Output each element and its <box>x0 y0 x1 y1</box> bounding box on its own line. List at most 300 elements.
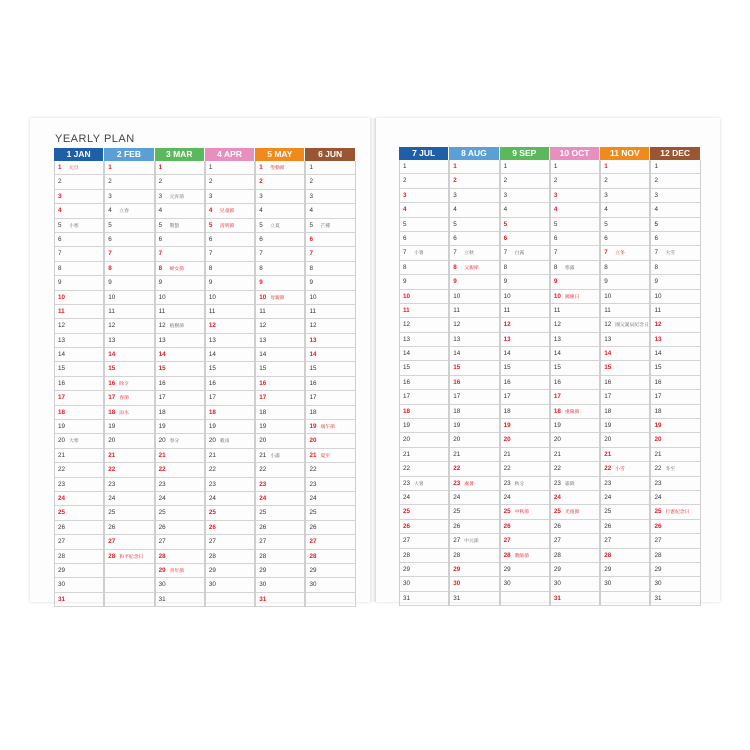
day-cell[interactable] <box>501 433 549 447</box>
day-cell[interactable] <box>256 535 304 549</box>
day-cell[interactable] <box>105 593 153 607</box>
day-cell[interactable] <box>651 333 699 347</box>
day-cell[interactable] <box>551 477 599 491</box>
day-cell[interactable] <box>256 406 304 420</box>
day-cell[interactable] <box>306 190 354 204</box>
day-cell[interactable] <box>156 420 204 434</box>
day-cell[interactable] <box>105 420 153 434</box>
day-cell[interactable] <box>601 232 649 246</box>
day-cell[interactable] <box>400 462 448 476</box>
day-cell[interactable] <box>551 261 599 275</box>
day-cell[interactable] <box>400 376 448 390</box>
day-cell[interactable] <box>551 462 599 476</box>
day-cell[interactable] <box>651 218 699 232</box>
day-cell[interactable] <box>601 160 649 174</box>
day-cell[interactable] <box>551 275 599 289</box>
day-cell[interactable] <box>450 419 498 433</box>
day-cell[interactable] <box>601 261 649 275</box>
day-cell[interactable] <box>501 376 549 390</box>
day-cell[interactable] <box>400 563 448 577</box>
day-cell[interactable] <box>501 419 549 433</box>
day-cell[interactable] <box>501 275 549 289</box>
day-cell[interactable] <box>501 549 549 563</box>
day-cell[interactable] <box>501 290 549 304</box>
day-cell[interactable] <box>256 362 304 376</box>
day-cell[interactable] <box>206 247 254 261</box>
day-cell[interactable] <box>601 275 649 289</box>
day-cell[interactable] <box>651 376 699 390</box>
day-cell[interactable] <box>105 190 153 204</box>
day-cell[interactable] <box>256 578 304 592</box>
day-cell[interactable] <box>206 406 254 420</box>
day-cell[interactable] <box>601 318 649 332</box>
day-cell[interactable] <box>306 161 354 175</box>
day-cell[interactable] <box>450 174 498 188</box>
day-cell[interactable] <box>400 333 448 347</box>
day-cell[interactable] <box>651 491 699 505</box>
day-cell[interactable] <box>105 406 153 420</box>
day-cell[interactable] <box>450 534 498 548</box>
day-cell[interactable] <box>501 261 549 275</box>
day-cell[interactable] <box>551 318 599 332</box>
day-cell[interactable] <box>601 433 649 447</box>
day-cell[interactable] <box>400 246 448 260</box>
day-cell[interactable] <box>256 434 304 448</box>
day-cell[interactable] <box>450 462 498 476</box>
day-cell[interactable] <box>651 477 699 491</box>
day-cell[interactable] <box>651 419 699 433</box>
day-cell[interactable] <box>105 348 153 362</box>
day-cell[interactable] <box>400 261 448 275</box>
day-cell[interactable] <box>450 203 498 217</box>
day-cell[interactable] <box>501 477 549 491</box>
day-cell[interactable] <box>256 219 304 233</box>
day-cell[interactable] <box>551 448 599 462</box>
day-cell[interactable] <box>450 304 498 318</box>
day-cell[interactable] <box>450 405 498 419</box>
day-cell[interactable] <box>55 291 103 305</box>
day-cell[interactable] <box>206 348 254 362</box>
day-cell[interactable] <box>400 203 448 217</box>
day-cell[interactable] <box>306 175 354 189</box>
day-cell[interactable] <box>601 290 649 304</box>
day-cell[interactable] <box>601 577 649 591</box>
day-cell[interactable] <box>206 420 254 434</box>
day-cell[interactable] <box>501 361 549 375</box>
day-cell[interactable] <box>450 275 498 289</box>
day-cell[interactable] <box>551 232 599 246</box>
day-cell[interactable] <box>450 361 498 375</box>
day-cell[interactable] <box>551 304 599 318</box>
day-cell[interactable] <box>450 232 498 246</box>
day-cell[interactable] <box>450 448 498 462</box>
day-cell[interactable] <box>256 233 304 247</box>
day-cell[interactable] <box>551 361 599 375</box>
day-cell[interactable] <box>105 247 153 261</box>
day-cell[interactable] <box>400 491 448 505</box>
day-cell[interactable] <box>501 592 549 606</box>
day-cell[interactable] <box>206 578 254 592</box>
day-cell[interactable] <box>306 506 354 520</box>
day-cell[interactable] <box>501 232 549 246</box>
day-cell[interactable] <box>400 318 448 332</box>
day-cell[interactable] <box>450 477 498 491</box>
day-cell[interactable] <box>206 276 254 290</box>
day-cell[interactable] <box>551 491 599 505</box>
day-cell[interactable] <box>306 578 354 592</box>
day-cell[interactable] <box>601 419 649 433</box>
day-cell[interactable] <box>156 291 204 305</box>
day-cell[interactable] <box>551 505 599 519</box>
day-cell[interactable] <box>156 391 204 405</box>
day-cell[interactable] <box>400 304 448 318</box>
day-cell[interactable] <box>256 449 304 463</box>
day-cell[interactable] <box>55 420 103 434</box>
day-cell[interactable] <box>206 492 254 506</box>
day-cell[interactable] <box>651 390 699 404</box>
day-cell[interactable] <box>651 347 699 361</box>
day-cell[interactable] <box>551 419 599 433</box>
day-cell[interactable] <box>206 377 254 391</box>
day-cell[interactable] <box>55 406 103 420</box>
day-cell[interactable] <box>501 174 549 188</box>
day-cell[interactable] <box>256 175 304 189</box>
day-cell[interactable] <box>400 361 448 375</box>
day-cell[interactable] <box>501 405 549 419</box>
day-cell[interactable] <box>105 305 153 319</box>
day-cell[interactable] <box>156 334 204 348</box>
day-cell[interactable] <box>450 520 498 534</box>
day-cell[interactable] <box>55 550 103 564</box>
day-cell[interactable] <box>501 462 549 476</box>
day-cell[interactable] <box>55 262 103 276</box>
day-cell[interactable] <box>551 290 599 304</box>
day-cell[interactable] <box>450 160 498 174</box>
day-cell[interactable] <box>306 233 354 247</box>
day-cell[interactable] <box>105 492 153 506</box>
day-cell[interactable] <box>601 534 649 548</box>
day-cell[interactable] <box>450 246 498 260</box>
day-cell[interactable] <box>400 232 448 246</box>
day-cell[interactable] <box>105 175 153 189</box>
day-cell[interactable] <box>551 577 599 591</box>
day-cell[interactable] <box>601 505 649 519</box>
day-cell[interactable] <box>55 334 103 348</box>
day-cell[interactable] <box>501 246 549 260</box>
day-cell[interactable] <box>601 333 649 347</box>
day-cell[interactable] <box>601 390 649 404</box>
day-cell[interactable] <box>306 276 354 290</box>
day-cell[interactable] <box>601 592 649 606</box>
day-cell[interactable] <box>256 391 304 405</box>
day-cell[interactable] <box>551 189 599 203</box>
day-cell[interactable] <box>400 218 448 232</box>
day-cell[interactable] <box>206 175 254 189</box>
day-cell[interactable] <box>551 592 599 606</box>
day-cell[interactable] <box>55 219 103 233</box>
day-cell[interactable] <box>256 161 304 175</box>
day-cell[interactable] <box>501 491 549 505</box>
day-cell[interactable] <box>651 534 699 548</box>
day-cell[interactable] <box>105 550 153 564</box>
day-cell[interactable] <box>156 593 204 607</box>
day-cell[interactable] <box>156 449 204 463</box>
day-cell[interactable] <box>256 291 304 305</box>
day-cell[interactable] <box>501 218 549 232</box>
day-cell[interactable] <box>501 520 549 534</box>
day-cell[interactable] <box>551 347 599 361</box>
day-cell[interactable] <box>306 521 354 535</box>
day-cell[interactable] <box>256 204 304 218</box>
day-cell[interactable] <box>55 578 103 592</box>
day-cell[interactable] <box>601 549 649 563</box>
day-cell[interactable] <box>156 161 204 175</box>
day-cell[interactable] <box>105 161 153 175</box>
day-cell[interactable] <box>551 246 599 260</box>
day-cell[interactable] <box>306 391 354 405</box>
day-cell[interactable] <box>156 348 204 362</box>
day-cell[interactable] <box>651 246 699 260</box>
day-cell[interactable] <box>400 433 448 447</box>
day-cell[interactable] <box>601 347 649 361</box>
day-cell[interactable] <box>55 362 103 376</box>
day-cell[interactable] <box>206 262 254 276</box>
day-cell[interactable] <box>55 247 103 261</box>
day-cell[interactable] <box>156 564 204 578</box>
day-cell[interactable] <box>651 361 699 375</box>
day-cell[interactable] <box>501 505 549 519</box>
day-cell[interactable] <box>156 362 204 376</box>
day-cell[interactable] <box>601 189 649 203</box>
day-cell[interactable] <box>450 333 498 347</box>
day-cell[interactable] <box>105 463 153 477</box>
day-cell[interactable] <box>156 550 204 564</box>
day-cell[interactable] <box>400 405 448 419</box>
day-cell[interactable] <box>256 506 304 520</box>
day-cell[interactable] <box>156 506 204 520</box>
day-cell[interactable] <box>105 506 153 520</box>
day-cell[interactable] <box>306 492 354 506</box>
day-cell[interactable] <box>55 434 103 448</box>
day-cell[interactable] <box>156 233 204 247</box>
day-cell[interactable] <box>55 492 103 506</box>
day-cell[interactable] <box>306 319 354 333</box>
day-cell[interactable] <box>256 521 304 535</box>
day-cell[interactable] <box>551 333 599 347</box>
day-cell[interactable] <box>306 593 354 607</box>
day-cell[interactable] <box>501 563 549 577</box>
day-cell[interactable] <box>105 535 153 549</box>
day-cell[interactable] <box>105 362 153 376</box>
day-cell[interactable] <box>450 491 498 505</box>
day-cell[interactable] <box>256 276 304 290</box>
day-cell[interactable] <box>601 491 649 505</box>
day-cell[interactable] <box>601 448 649 462</box>
day-cell[interactable] <box>601 218 649 232</box>
day-cell[interactable] <box>651 592 699 606</box>
day-cell[interactable] <box>156 463 204 477</box>
day-cell[interactable] <box>400 592 448 606</box>
day-cell[interactable] <box>551 174 599 188</box>
day-cell[interactable] <box>601 462 649 476</box>
day-cell[interactable] <box>256 262 304 276</box>
day-cell[interactable] <box>651 549 699 563</box>
day-cell[interactable] <box>450 189 498 203</box>
day-cell[interactable] <box>156 319 204 333</box>
day-cell[interactable] <box>55 593 103 607</box>
day-cell[interactable] <box>450 376 498 390</box>
day-cell[interactable] <box>400 189 448 203</box>
day-cell[interactable] <box>105 449 153 463</box>
day-cell[interactable] <box>651 433 699 447</box>
day-cell[interactable] <box>306 463 354 477</box>
day-cell[interactable] <box>55 564 103 578</box>
day-cell[interactable] <box>105 391 153 405</box>
day-cell[interactable] <box>105 319 153 333</box>
day-cell[interactable] <box>206 521 254 535</box>
day-cell[interactable] <box>105 334 153 348</box>
day-cell[interactable] <box>450 563 498 577</box>
day-cell[interactable] <box>651 520 699 534</box>
day-cell[interactable] <box>156 262 204 276</box>
day-cell[interactable] <box>156 492 204 506</box>
day-cell[interactable] <box>156 204 204 218</box>
day-cell[interactable] <box>306 449 354 463</box>
day-cell[interactable] <box>501 390 549 404</box>
day-cell[interactable] <box>651 318 699 332</box>
day-cell[interactable] <box>256 463 304 477</box>
day-cell[interactable] <box>651 290 699 304</box>
day-cell[interactable] <box>551 549 599 563</box>
day-cell[interactable] <box>156 305 204 319</box>
day-cell[interactable] <box>400 549 448 563</box>
day-cell[interactable] <box>306 535 354 549</box>
day-cell[interactable] <box>651 189 699 203</box>
day-cell[interactable] <box>206 291 254 305</box>
day-cell[interactable] <box>156 578 204 592</box>
day-cell[interactable] <box>306 247 354 261</box>
day-cell[interactable] <box>306 348 354 362</box>
day-cell[interactable] <box>206 550 254 564</box>
day-cell[interactable] <box>651 577 699 591</box>
day-cell[interactable] <box>55 233 103 247</box>
day-cell[interactable] <box>501 203 549 217</box>
day-cell[interactable] <box>55 305 103 319</box>
day-cell[interactable] <box>601 203 649 217</box>
day-cell[interactable] <box>156 406 204 420</box>
day-cell[interactable] <box>105 578 153 592</box>
day-cell[interactable] <box>306 204 354 218</box>
day-cell[interactable] <box>651 505 699 519</box>
day-cell[interactable] <box>55 449 103 463</box>
day-cell[interactable] <box>306 434 354 448</box>
day-cell[interactable] <box>105 521 153 535</box>
day-cell[interactable] <box>651 160 699 174</box>
day-cell[interactable] <box>400 275 448 289</box>
day-cell[interactable] <box>156 276 204 290</box>
day-cell[interactable] <box>651 462 699 476</box>
day-cell[interactable] <box>501 448 549 462</box>
day-cell[interactable] <box>651 232 699 246</box>
day-cell[interactable] <box>400 505 448 519</box>
day-cell[interactable] <box>156 434 204 448</box>
day-cell[interactable] <box>256 593 304 607</box>
day-cell[interactable] <box>450 549 498 563</box>
day-cell[interactable] <box>206 449 254 463</box>
day-cell[interactable] <box>105 291 153 305</box>
day-cell[interactable] <box>501 318 549 332</box>
day-cell[interactable] <box>450 505 498 519</box>
day-cell[interactable] <box>206 391 254 405</box>
day-cell[interactable] <box>206 506 254 520</box>
day-cell[interactable] <box>206 334 254 348</box>
day-cell[interactable] <box>651 203 699 217</box>
day-cell[interactable] <box>400 419 448 433</box>
day-cell[interactable] <box>55 506 103 520</box>
day-cell[interactable] <box>450 347 498 361</box>
day-cell[interactable] <box>105 478 153 492</box>
day-cell[interactable] <box>651 261 699 275</box>
day-cell[interactable] <box>400 174 448 188</box>
day-cell[interactable] <box>156 219 204 233</box>
day-cell[interactable] <box>450 577 498 591</box>
day-cell[interactable] <box>501 577 549 591</box>
day-cell[interactable] <box>256 478 304 492</box>
day-cell[interactable] <box>601 361 649 375</box>
day-cell[interactable] <box>55 463 103 477</box>
day-cell[interactable] <box>55 319 103 333</box>
day-cell[interactable] <box>400 577 448 591</box>
day-cell[interactable] <box>206 362 254 376</box>
day-cell[interactable] <box>55 348 103 362</box>
day-cell[interactable] <box>306 291 354 305</box>
day-cell[interactable] <box>256 319 304 333</box>
day-cell[interactable] <box>156 377 204 391</box>
day-cell[interactable] <box>105 262 153 276</box>
day-cell[interactable] <box>400 520 448 534</box>
day-cell[interactable] <box>206 190 254 204</box>
day-cell[interactable] <box>651 405 699 419</box>
day-cell[interactable] <box>601 405 649 419</box>
day-cell[interactable] <box>55 521 103 535</box>
day-cell[interactable] <box>400 347 448 361</box>
day-cell[interactable] <box>400 534 448 548</box>
day-cell[interactable] <box>206 319 254 333</box>
day-cell[interactable] <box>551 160 599 174</box>
day-cell[interactable] <box>501 304 549 318</box>
day-cell[interactable] <box>256 305 304 319</box>
day-cell[interactable] <box>306 219 354 233</box>
day-cell[interactable] <box>450 390 498 404</box>
day-cell[interactable] <box>256 550 304 564</box>
day-cell[interactable] <box>601 520 649 534</box>
day-cell[interactable] <box>400 390 448 404</box>
day-cell[interactable] <box>55 535 103 549</box>
day-cell[interactable] <box>256 492 304 506</box>
day-cell[interactable] <box>601 376 649 390</box>
day-cell[interactable] <box>156 535 204 549</box>
day-cell[interactable] <box>55 276 103 290</box>
day-cell[interactable] <box>306 550 354 564</box>
day-cell[interactable] <box>55 161 103 175</box>
day-cell[interactable] <box>156 190 204 204</box>
day-cell[interactable] <box>400 448 448 462</box>
day-cell[interactable] <box>206 564 254 578</box>
day-cell[interactable] <box>206 463 254 477</box>
day-cell[interactable] <box>551 390 599 404</box>
day-cell[interactable] <box>105 434 153 448</box>
day-cell[interactable] <box>55 190 103 204</box>
